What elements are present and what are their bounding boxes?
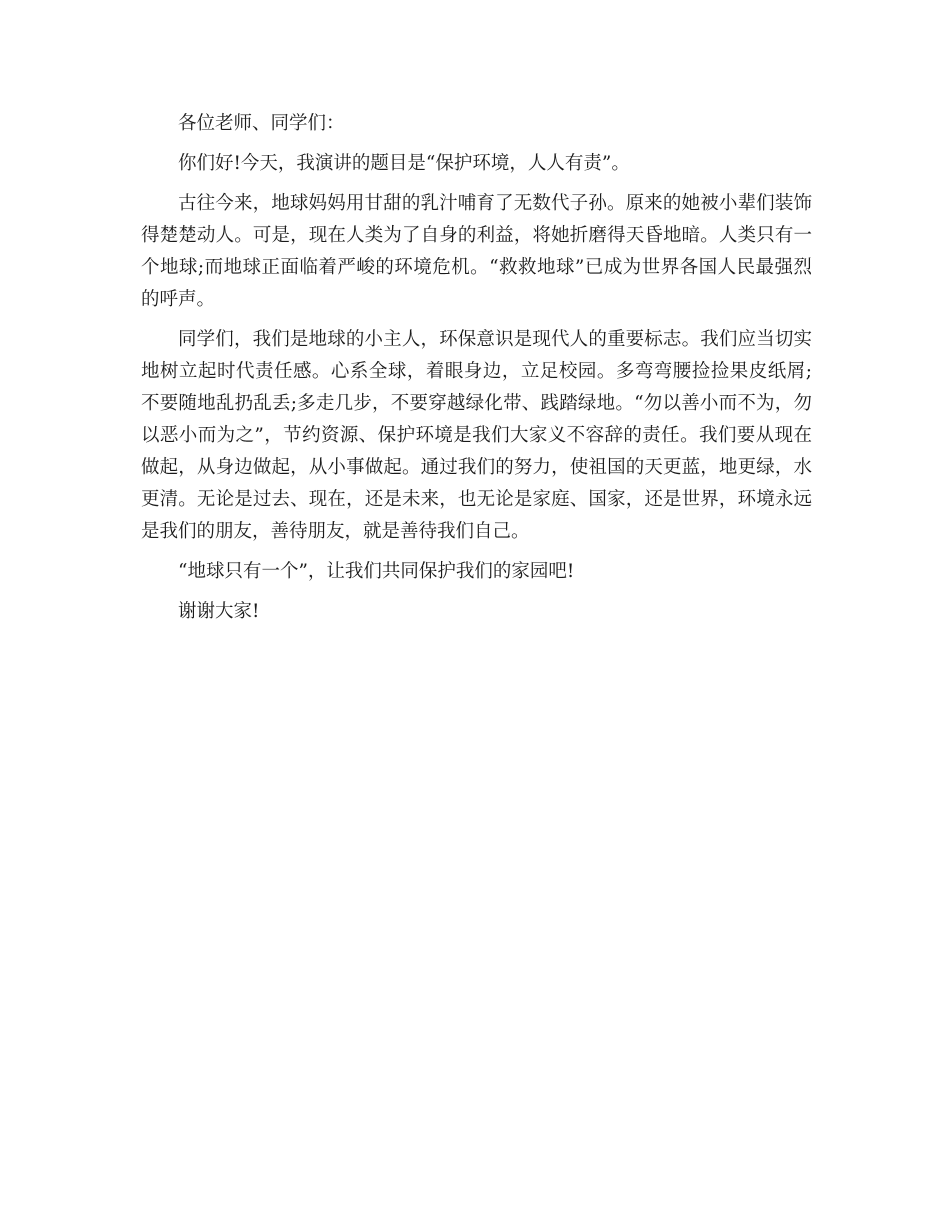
paragraph-call-to-action: 同学们，我们是地球的小主人，环保意识是现代人的重要标志。我们应当切实地树立起时代责任感。心系全球，着眼身边，立足校园。多弯弯腰捡捡果皮纸屑;不要随地乱扔乱丢;多走几步，不要穿越绿化带、践踏绿地。“勿以善小而不为，勿以恶小而为之”，节约资源、保护环境是我们大家义不容辞的责任。我们要从现在做起，从身边做起，从小事做起。通过我们的努力，使祖国的天更蓝，地更绿，水更清。无论是过去、现在，还是未来，也无论是家庭、国家，还是世界，环境永远是我们的朋友，善待朋友，就是善待我们自己。 — [141, 329, 812, 542]
paragraph-greeting: 你们好!今天，我演讲的题目是“保护环境，人人有责”。 — [178, 153, 630, 174]
paragraph-one-earth: “地球只有一个”，让我们共同保护我们的家园吧! — [178, 561, 575, 582]
paragraph-earth-crisis: 古往今来，地球妈妈用甘甜的乳汁哺育了无数代子孙。原来的她被小辈们装饰得楚楚动人。可是，现在人类为了自身的利益，将她折磨得天昏地暗。人类只有一个地球;而地球正面临着严峻的环境危机。“救救地球”已成为世界各国人民最强烈的呼声。 — [141, 193, 812, 310]
closing-thanks: 谢谢大家! — [178, 601, 260, 622]
speech-body — [141, 108, 812, 636]
salutation: 各位老师、同学们： — [178, 113, 345, 134]
